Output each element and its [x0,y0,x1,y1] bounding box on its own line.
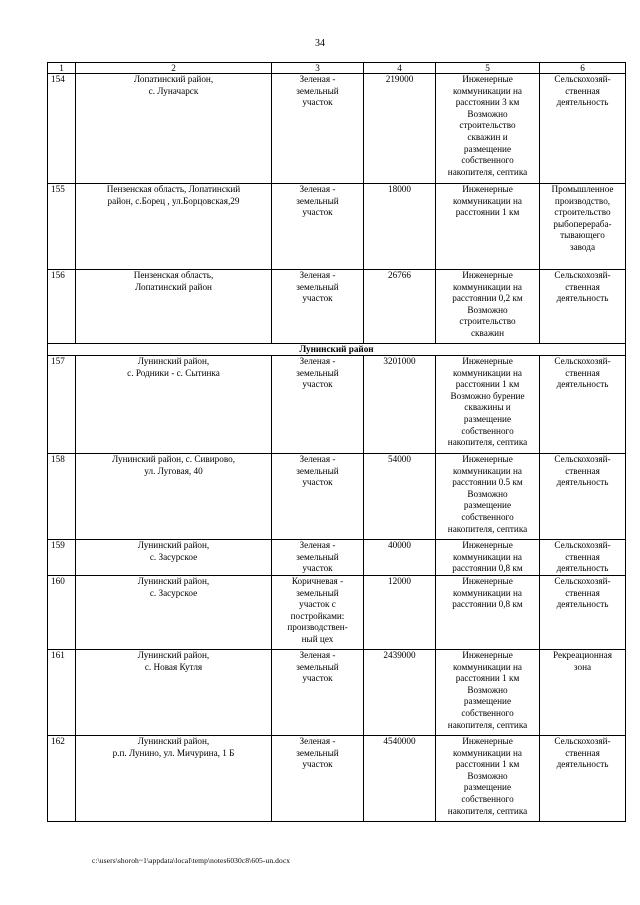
cell-utilities: Инженерные коммуникации на расстоянии 0,2 км Возможно строительство скважин [436,270,540,344]
table-row [48,270,626,344]
column-header: 5 [436,63,540,74]
table-row [48,454,626,540]
cell-num: 154 [48,74,76,184]
cell-purpose: Промышленное производство, строительство рыбоперераба- тывающего завода [540,184,626,270]
cell-area: 2439000 [364,650,436,736]
cell-utilities: Инженерные коммуникации на расстоянии 0,8 км [436,576,540,650]
footer-file-path: c:\users\shoroh~1\appdata\local\temp\notes6030c8\605-un.docx [92,856,291,865]
table-row [48,540,626,576]
column-header: 2 [76,63,272,74]
column-header-row [48,63,626,74]
cell-area: 54000 [364,454,436,540]
cell-area: 18000 [364,184,436,270]
table-row [48,650,626,736]
cell-area: 4540000 [364,736,436,822]
cell-num: 158 [48,454,76,540]
cell-category: Зеленая - земельный участок [272,650,364,736]
cell-location: Пензенская область, Лопатинский район [76,270,272,344]
cell-utilities: Инженерные коммуникации на расстоянии 1 км [436,184,540,270]
cell-location: Лопатинский район, с. Луначарск [76,74,272,184]
cell-location: Пензенская область, Лопатинский район, с.Борец , ул.Борцовская,29 [76,184,272,270]
cell-utilities: Инженерные коммуникации на расстоянии 3 км Возможно строительство скважин и размещение собственного накопителя, септика [436,74,540,184]
cell-utilities: Инженерные коммуникации на расстоянии 1 км Возможно бурение скважины и размещение собственного накопителя, септика [436,356,540,454]
table-row [48,184,626,270]
cell-location: Лунинский район, с. Родники - с. Сытинка [76,356,272,454]
cell-num: 160 [48,576,76,650]
table-row [48,576,626,650]
cell-location: Лунинский район, с. Засурское [76,540,272,576]
cell-purpose: Сельскохозяй- ственная деятельность [540,540,626,576]
cell-category: Зеленая - земельный участок [272,454,364,540]
cell-purpose: Сельскохозяй- ственная деятельность [540,74,626,184]
cell-area: 3201000 [364,356,436,454]
section-title: Лунинский район [48,344,626,356]
cell-purpose: Сельскохозяй- ственная деятельность [540,736,626,822]
column-header: 4 [364,63,436,74]
cell-location: Лунинский район, с. Сивирово, ул. Луговая, 40 [76,454,272,540]
cell-purpose: Сельскохозяй- ственная деятельность [540,356,626,454]
cell-category: Зеленая - земельный участок [272,74,364,184]
cell-area: 12000 [364,576,436,650]
cell-utilities: Инженерные коммуникации на расстоянии 0.5 км Возможно размещение собственного накопителя, септика [436,454,540,540]
cell-location: Лунинский район, р.п. Лунино, ул. Мичурина, 1 Б [76,736,272,822]
cell-purpose: Сельскохозяй- ственная деятельность [540,454,626,540]
page-number: 34 [315,38,325,49]
cell-category: Зеленая - земельный участок [272,356,364,454]
cell-num: 159 [48,540,76,576]
cell-category: Зеленая - земельный участок [272,184,364,270]
cell-location: Лунинский район, с. Засурское [76,576,272,650]
cell-num: 161 [48,650,76,736]
column-header: 1 [48,63,76,74]
table-row [48,356,626,454]
section-row [48,344,626,356]
cell-utilities: Инженерные коммуникации на расстоянии 1 км Возможно размещение собственного накопителя, септика [436,650,540,736]
table-row [48,736,626,822]
cell-area: 219000 [364,74,436,184]
cell-area: 26766 [364,270,436,344]
cell-location: Лунинский район, с. Новая Кутля [76,650,272,736]
cell-num: 156 [48,270,76,344]
cell-category: Зеленая - земельный участок [272,270,364,344]
column-header: 6 [540,63,626,74]
cell-category: Коричневая - земельный участок с постройками: производствен- ный цех [272,576,364,650]
cell-area: 40000 [364,540,436,576]
cell-category: Зеленая - земельный участок [272,540,364,576]
table-row [48,74,626,184]
cell-category: Зеленая - земельный участок [272,736,364,822]
column-header: 3 [272,63,364,74]
cell-num: 155 [48,184,76,270]
cell-utilities: Инженерные коммуникации на расстоянии 0,8 км [436,540,540,576]
land-plots-table [47,62,626,822]
cell-purpose: Сельскохозяй- ственная деятельность [540,270,626,344]
cell-num: 162 [48,736,76,822]
cell-purpose: Рекреационная зона [540,650,626,736]
cell-num: 157 [48,356,76,454]
cell-utilities: Инженерные коммуникации на расстоянии 1 км Возможно размещение собственного накопителя, септика [436,736,540,822]
cell-purpose: Сельскохозяй- ственная деятельность [540,576,626,650]
